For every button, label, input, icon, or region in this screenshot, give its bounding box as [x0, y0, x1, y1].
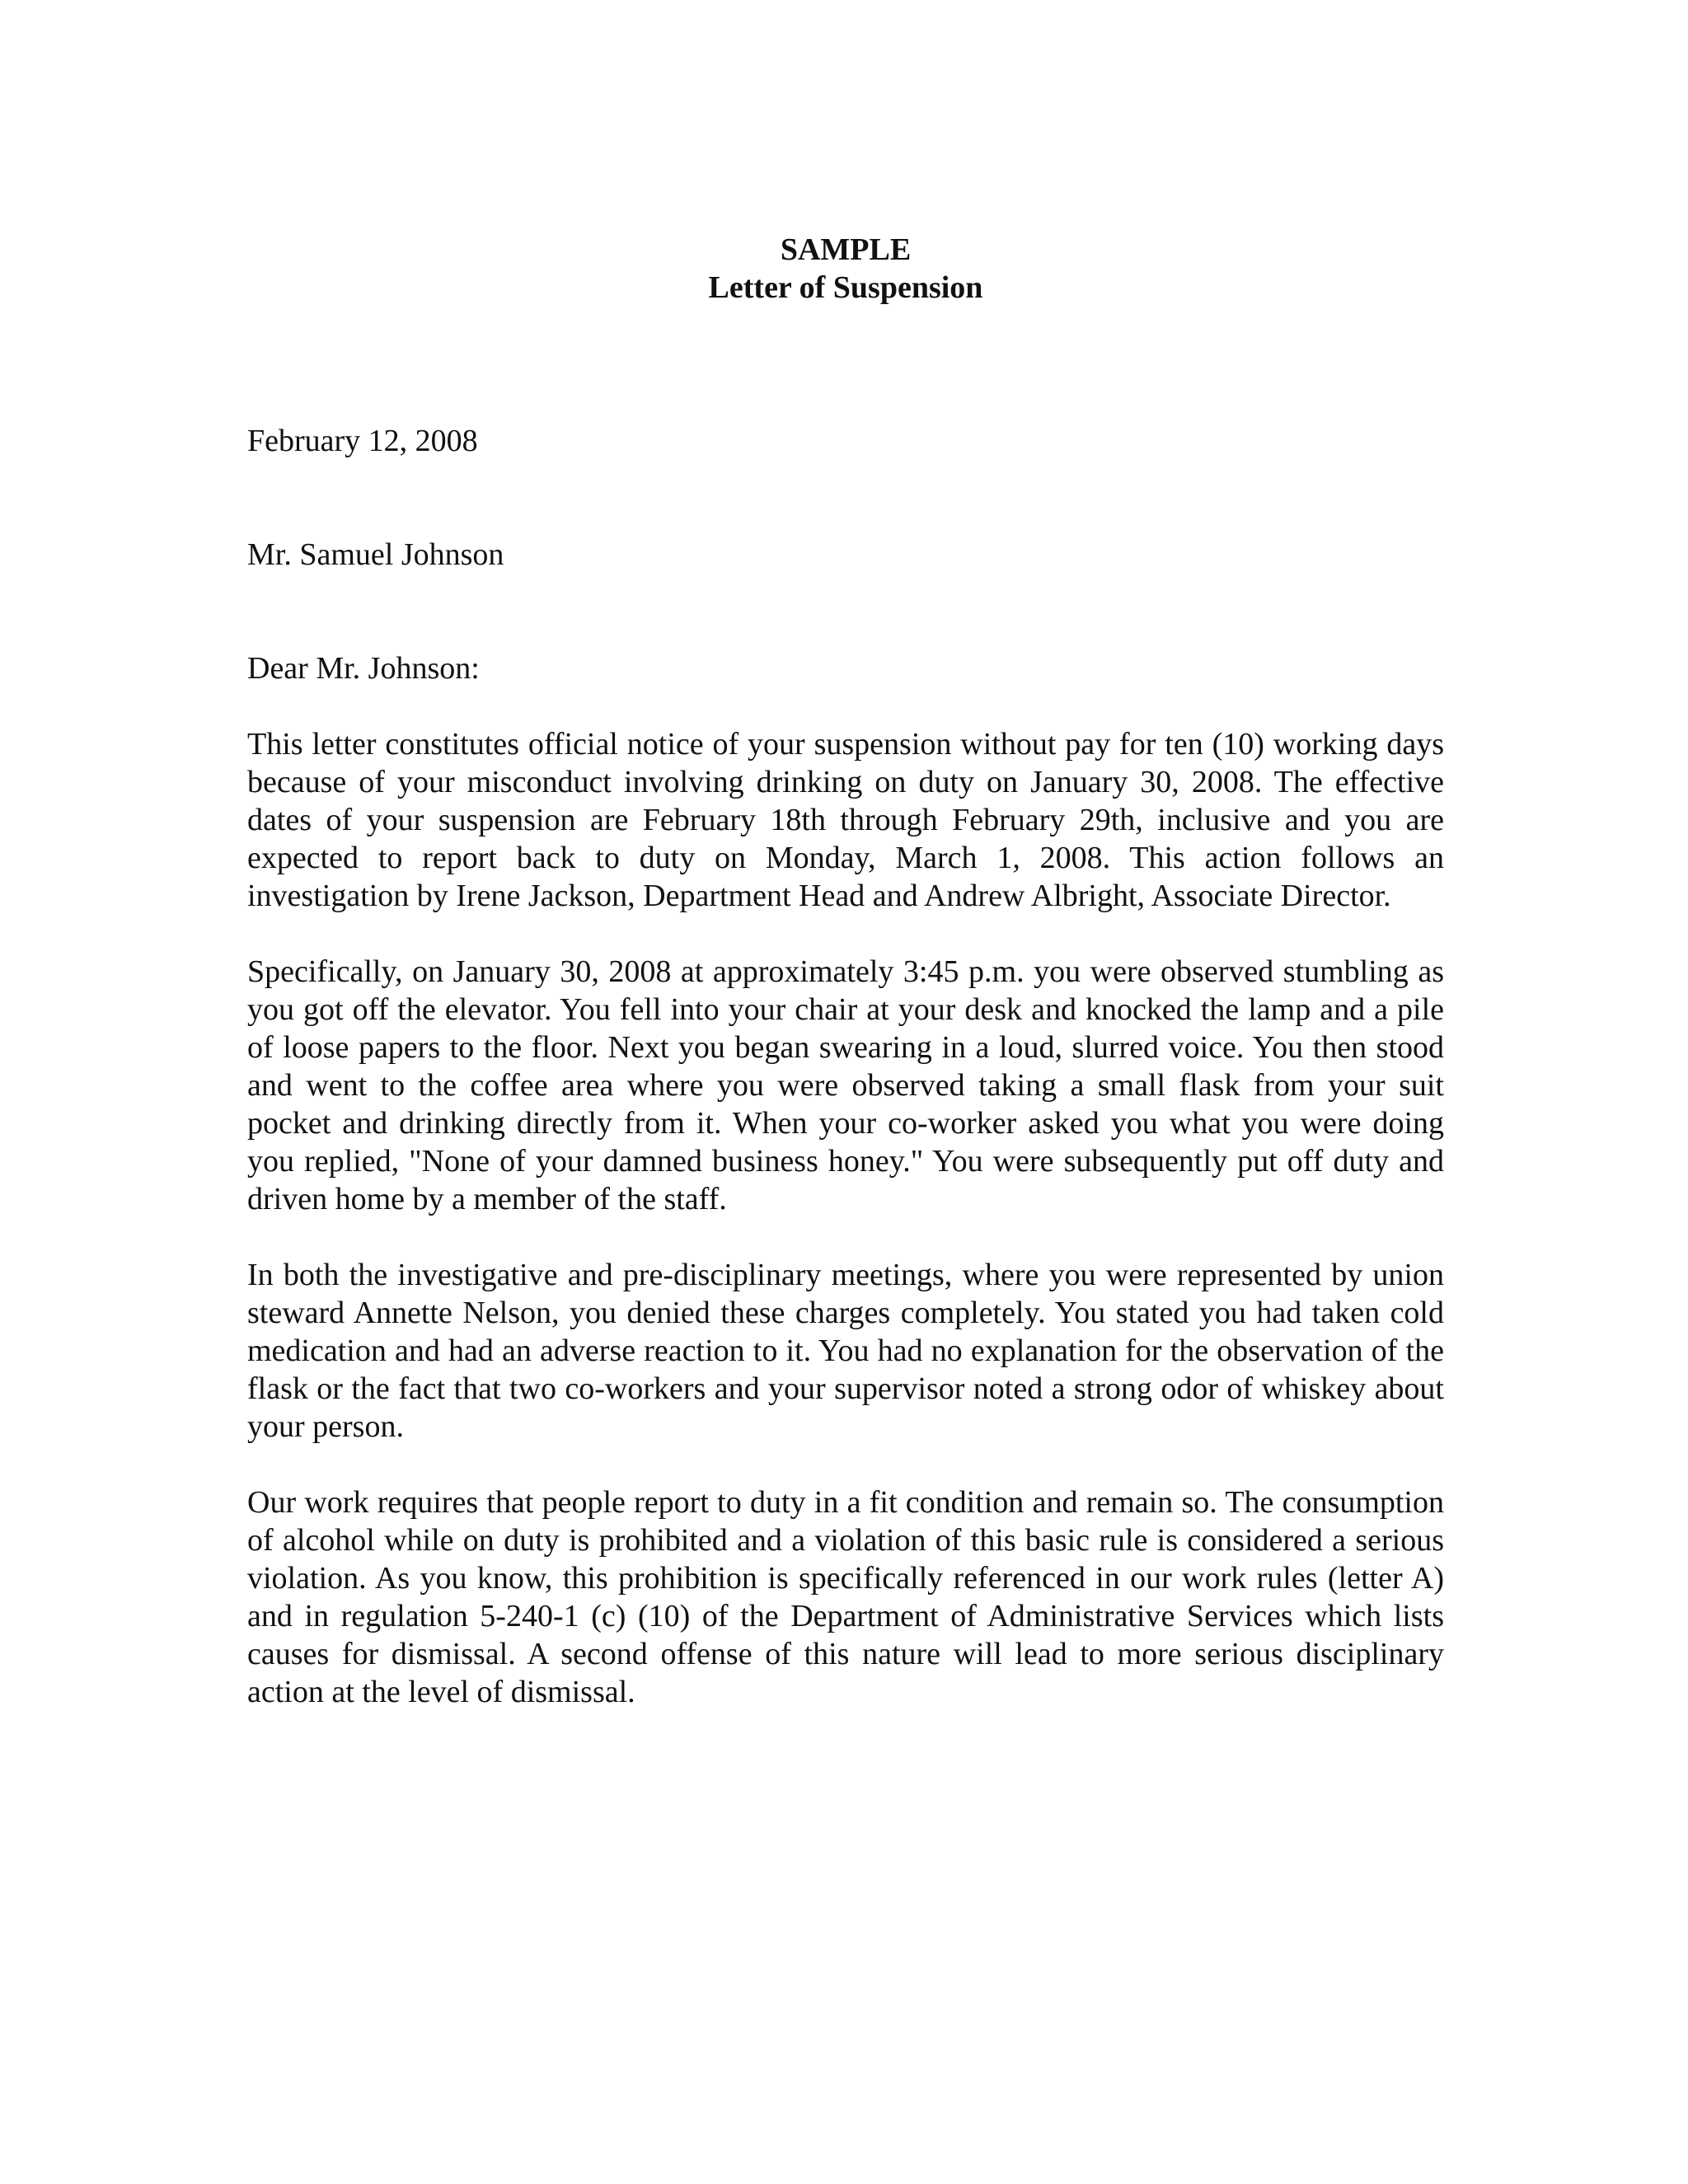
title-letter-of-suspension: Letter of Suspension — [708, 270, 983, 305]
paragraph-incident: Specifically, on January 30, 2008 at approximately 3:45 p.m. you were observed stumbling as you got off the elevator. You fell into your chair at your desk and knocked the lamp and a pile of loose papers to the floor. Next you began swearing in a loud, slurred voice. You then stood and went to the coffee area where you were observed taking a small flask from your suit pocket and drinking directly from it. When your co-worker asked you what you were doing you replied, "None of your damned business honey." You were subsequently put off duty and driven home by a member of the staff. — [247, 954, 1444, 1216]
paragraph-rules: Our work requires that people report to duty in a fit condition and remain so. The consumption of alcohol while on duty is prohibited and a violation of this basic rule is considered a serious violation. As you know, this prohibition is specifically referenced in our work rules (letter A) and in regulation 5-240-1 (c) (10) of the Department of Administrative Services which lists causes for dismissal. A second offense of this nature will lead to more serious disciplinary action at the level of dismissal. — [247, 1485, 1444, 1709]
paragraph-meetings: In both the investigative and pre-disciplinary meetings, where you were represented by union steward Annette Nelson, you denied these charges completely. You stated you had taken cold medication and had an adverse reaction to it. You had no explanation for the observation of the flask or the fact that two co-workers and your supervisor noted a strong odor of whiskey about your person. — [247, 1258, 1444, 1444]
title-sample: SAMPLE — [780, 232, 912, 267]
paragraph-notice: This letter constitutes official notice of your suspension without pay for ten (10) working days because of your misconduct involving drinking on duty on January 30, 2008. The effective dates of your suspension are February 18th through February 29th, inclusive and you are expected to report back to duty on Monday, March 1, 2008. This action follows an investigation by Irene Jackson, Department Head and Andrew Albright, Associate Director. — [247, 727, 1444, 913]
letter-body — [247, 231, 1444, 1711]
letter-date: February 12, 2008 — [247, 424, 478, 458]
recipient-name: Mr. Samuel Johnson — [247, 537, 504, 572]
document-title — [247, 231, 1444, 307]
salutation: Dear Mr. Johnson: — [247, 651, 480, 686]
